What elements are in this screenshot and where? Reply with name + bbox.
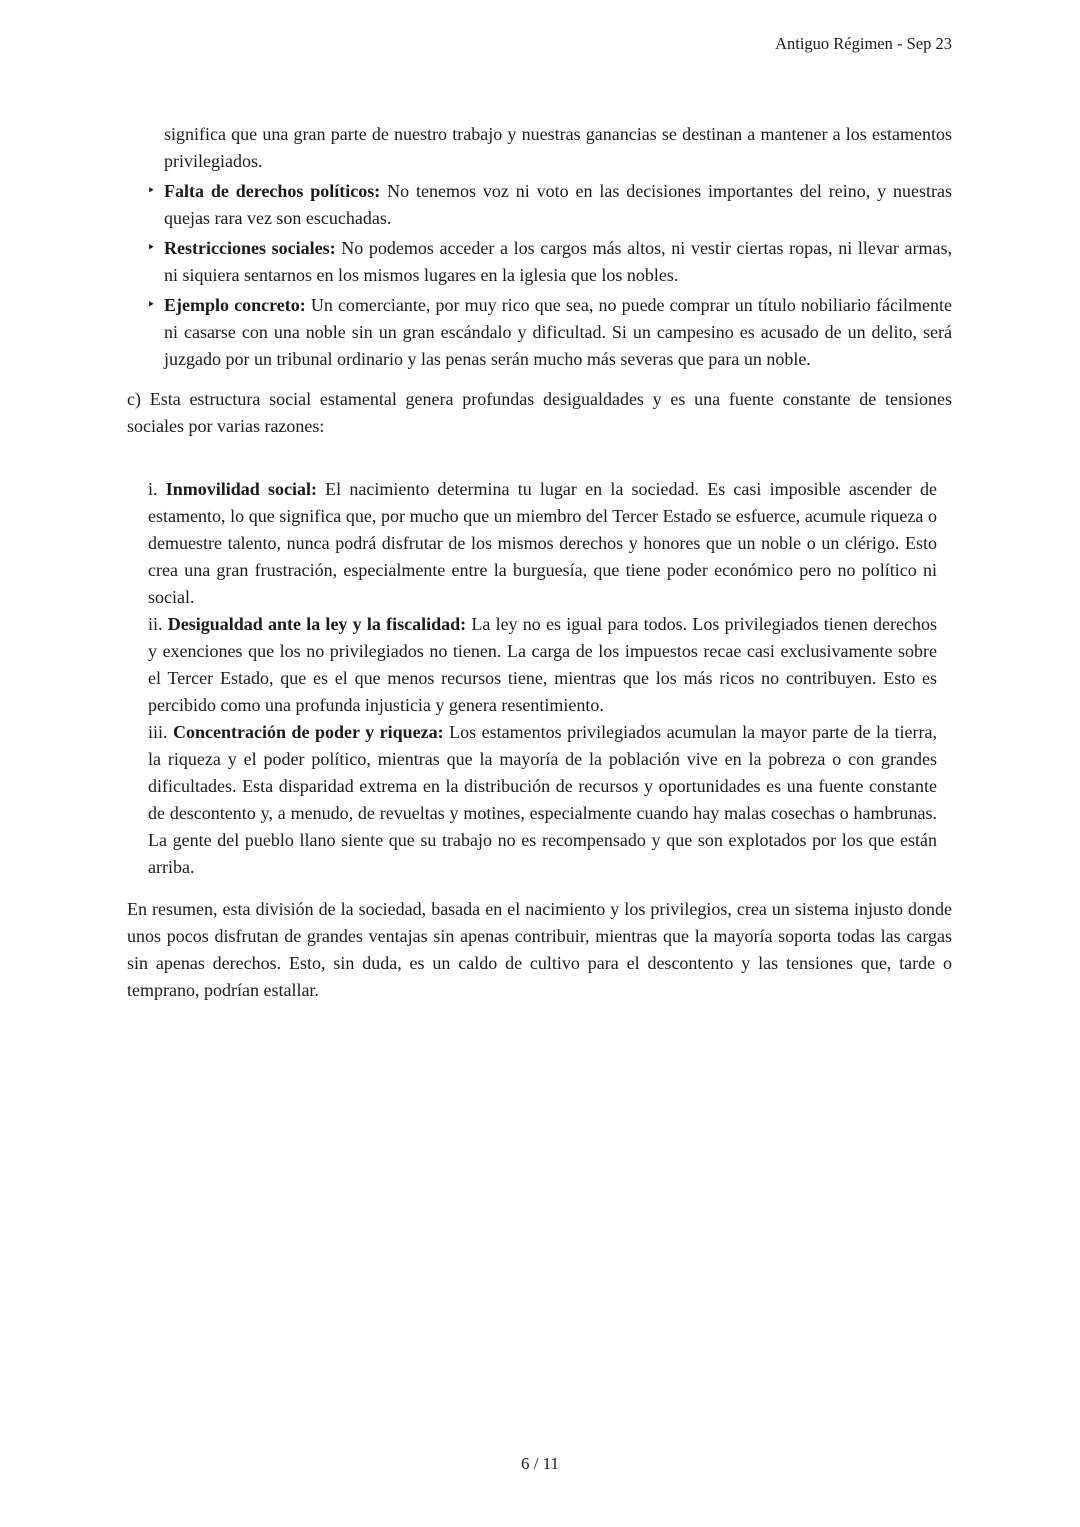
- list-item: [148, 611, 937, 719]
- roman-text: La ley no es igual para todos. Los privilegiados tienen derechos y exenciones que los no privilegiados no tienen. La carga de los impuestos recae casi exclusivamente sobre el Tercer Estado, que es el que menos recursos tiene, mientras que los más ricos no contribuyen. Esto es percibido como una profunda injusticia y genera resentimiento.: [148, 614, 937, 715]
- bullet-item-text: [164, 295, 952, 369]
- paragraph-c: c) Esta estructura social estamental genera profundas desigualdades y es una fuente constante de tensiones sociales por varias razones:: [127, 389, 952, 436]
- list-item: [127, 235, 952, 289]
- closing-paragraph: En resumen, esta división de la sociedad, basada en el nacimiento y los privilegios, crea un sistema injusto donde unos pocos disfrutan de grandes ventajas sin apenas contribuir, mientras que la mayoría soporta todas las cargas sin apenas derechos. Esto, sin duda, es un caldo de cultivo para el descontento y las tensiones que, tarde o temprano, podrían estallar.: [127, 899, 952, 1000]
- bullet-list: [127, 178, 952, 373]
- bullet-text: No podemos acceder a los cargos más altos, ni vestir ciertas ropas, ni llevar armas, ni siquiera sentarnos en los mismos lugares en la iglesia que los nobles.: [164, 238, 952, 285]
- roman-numeral: iii.: [148, 722, 174, 742]
- list-item: [127, 178, 952, 232]
- bullet-text: No tenemos voz ni voto en las decisiones importantes del reino, y nuestras quejas rara vez son escuchadas.: [164, 181, 952, 228]
- bullet-item-text: [164, 238, 952, 285]
- page-content: [127, 121, 952, 1004]
- triangle-bullet-icon: ‣: [147, 183, 156, 199]
- roman-text: El nacimiento determina tu lugar en la sociedad. Es casi imposible ascender de estamento, lo que significa que, por mucho que un miembro del Tercer Estado se esfuerce, acumule riqueza o demuestre talento, nunca podrá disfrutar de los mismos derechos y honores que un noble o un clérigo. Esto crea una gran frustración, especialmente entre la burguesía, que tiene poder económico pero no político ni social.: [148, 479, 937, 607]
- roman-numeral: i.: [148, 479, 166, 499]
- page-number: 6 / 11: [520, 1454, 560, 1473]
- bullet-label: Ejemplo concreto:: [164, 295, 306, 315]
- bullet-label: Restricciones sociales:: [164, 238, 336, 258]
- bullet-label: Falta de derechos políticos:: [164, 181, 381, 201]
- roman-label: Concentración de poder y riqueza:: [173, 722, 444, 742]
- roman-label: Desigualdad ante la ley y la fiscalidad:: [167, 614, 467, 634]
- roman-label: Inmovilidad social:: [165, 479, 317, 499]
- triangle-bullet-icon: ‣: [147, 297, 156, 313]
- triangle-bullet-icon: ‣: [147, 240, 156, 256]
- bullet-text: Un comerciante, por muy rico que sea, no puede comprar un título nobiliario fácilmente ni casarse con una noble sin un gran escándalo y dificultad. Si un campesino es acusado de un delito, será juzgado por un tribunal ordinario y las penas serán mucho más severas que para un noble.: [164, 295, 952, 369]
- list-item: [127, 292, 952, 373]
- list-item: [148, 476, 937, 611]
- roman-list: [127, 476, 952, 881]
- page-header: Antiguo Régimen - Sep 23: [775, 34, 952, 53]
- list-item: [148, 719, 937, 881]
- roman-numeral: ii.: [148, 614, 168, 634]
- roman-text: Los estamentos privilegiados acumulan la mayor parte de la tierra, la riqueza y el poder político, mientras que la mayoría de la población vive en la pobreza o con grandes dificultades. Esta disparidad extrema en la distribución de recursos y oportunidades es una fuente constante de descontento y, a menudo, de revueltas y motines, especialmente cuando hay malas cosechas o hambrunas. La gente del pueblo llano siente que su trabajo no es recompensado y que son explotados por los que están arriba.: [148, 722, 937, 877]
- bullet-item-text: [164, 181, 952, 228]
- continuation-paragraph: significa que una gran parte de nuestro trabajo y nuestras ganancias se destinan a mantener a los estamentos privilegiados.: [164, 124, 952, 171]
